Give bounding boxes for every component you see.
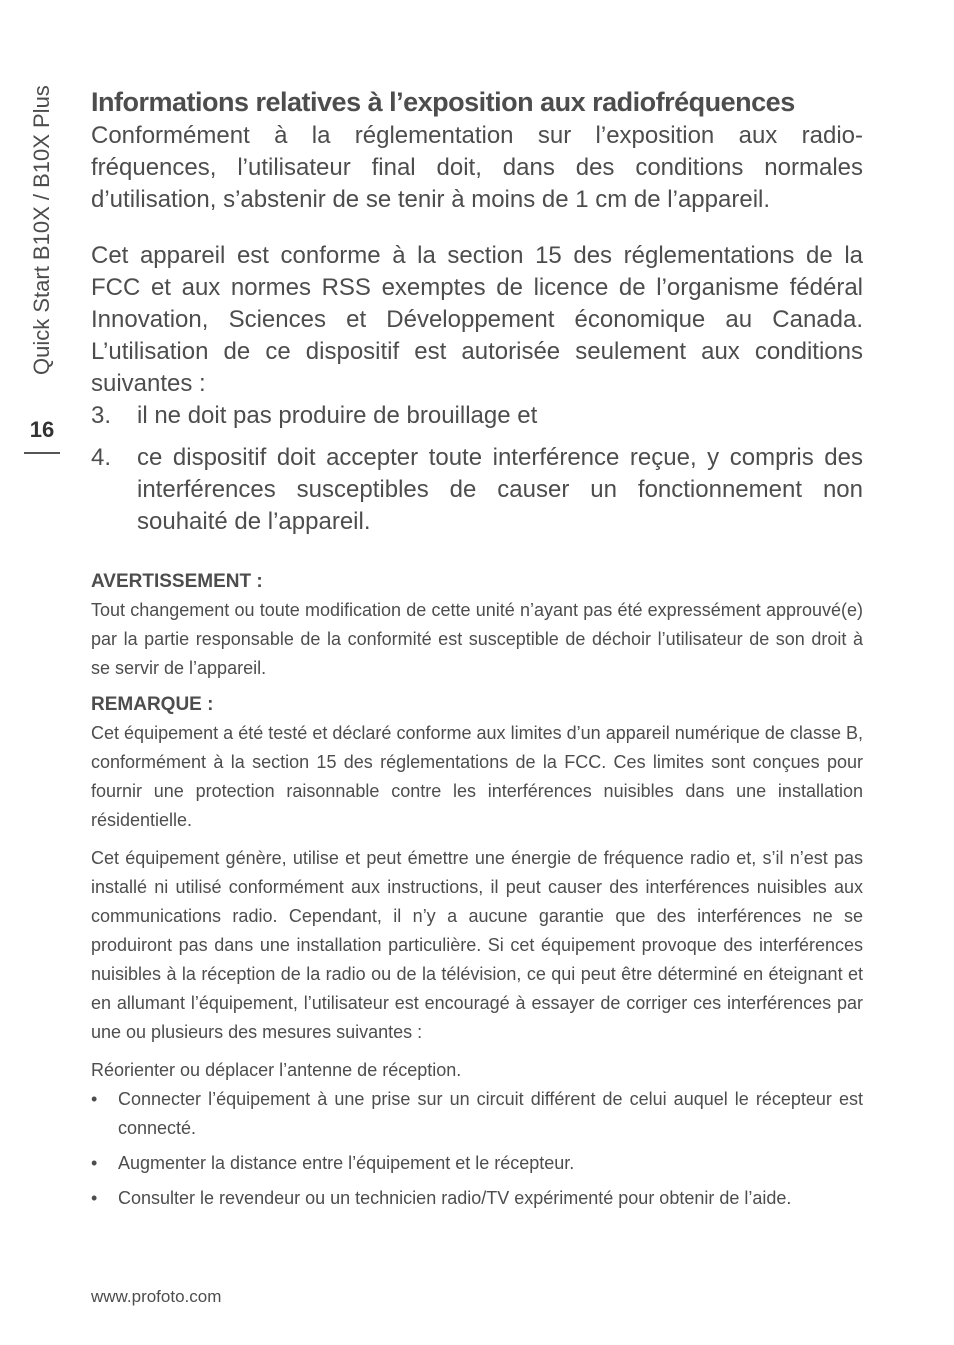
fcc-conditions-list [91,400,863,538]
list-item-text: il ne doit pas produire de brouillage et [137,402,538,429]
page-number-rule [24,452,60,454]
rf-heading: Informations relatives à l’exposition aux radiofréquences [91,87,795,117]
note-paragraph-2: Cet équipement génère, utilise et peut émettre une énergie de fréquence radio et, s’il n’est pas installé ni utilisé conformément aux instructions, il peut causer des interférences nuisibles aux communications radio. Cependant, il n’y a aucune garantie que des interférences ne se produiront pas dans une installation particulière. Si cet équipement provoque des interférences nuisibles à la réception de la radio ou de la télévision, ce qui peut être déterminé en éteignant et en allumant l’équipement, l’utilisateur est encouragé à essayer de corriger ces interférences par une ou plusieurs des mesures suivantes : [91,848,863,1042]
running-title: Quick Start B10X / B10X Plus [29,85,54,375]
list-item [91,1085,863,1143]
sidebar [24,60,60,460]
list-item-text: Augmenter la distance entre l’équipement et le récepteur. [118,1153,575,1173]
main-content [91,84,863,1213]
bullet-icon: • [91,1153,98,1173]
list-item [91,1149,863,1178]
note-heading: REMARQUE : [91,694,214,715]
warning-heading: AVERTISSEMENT : [91,571,263,592]
page-number: 16 [29,417,55,442]
warning-text: Tout changement ou toute modification de cette unité n’ayant pas été expressément approuvé(e) par la partie responsable de la conformité est susceptible de déchoir l’utilisateur de son droit à se servir de l’appareil. [91,600,863,678]
list-item-text: ce dispositif doit accepter toute interférence reçue, y compris des interférences susceptibles de causer un fonctionnement non souhaité de l’appareil. [137,444,863,535]
measures-list [91,1085,863,1213]
bullet-icon: • [91,1188,98,1208]
list-item-text: Consulter le revendeur ou un technicien radio/TV expérimenté pour obtenir de l’aide. [118,1188,792,1208]
footer-url: www.profoto.com [91,1287,222,1306]
list-item [91,442,863,538]
list-item [91,1184,863,1213]
fcc-paragraph: Cet appareil est conforme à la section 15 des réglementations de la FCC et aux normes RSS exemptes de licence de l’organisme fédéral Innovation, Sciences et Développement économique au Canada. L’utilisation de ce dispositif est autorisée seulement aux conditions suivantes : [91,242,863,397]
bullet-icon: • [91,1089,98,1109]
list-item [91,400,863,432]
rf-paragraph: Conformément à la réglementation sur l’exposition aux radio-fréquences, l’utilisateur final doit, dans des conditions normales d’utilisation, s’abstenir de se tenir à moins de 1 cm de l’appareil. [91,122,863,213]
list-item-number: 4. [91,444,112,471]
list-item-number: 3. [91,402,112,429]
note-paragraph-1: Cet équipement a été testé et déclaré conforme aux limites d’un appareil numérique de classe B, conformément à la section 15 des réglementations de la FCC. Ces limites sont conçues pour fournir une protection raisonnable contre les interférences nuisibles dans une installation résidentielle. [91,723,863,830]
list-item-text: Connecter l’équipement à une prise sur un circuit différent de celui auquel le récepteur est connecté. [118,1089,863,1138]
measures-intro: Réorienter ou déplacer l’antenne de réception. [91,1060,462,1080]
